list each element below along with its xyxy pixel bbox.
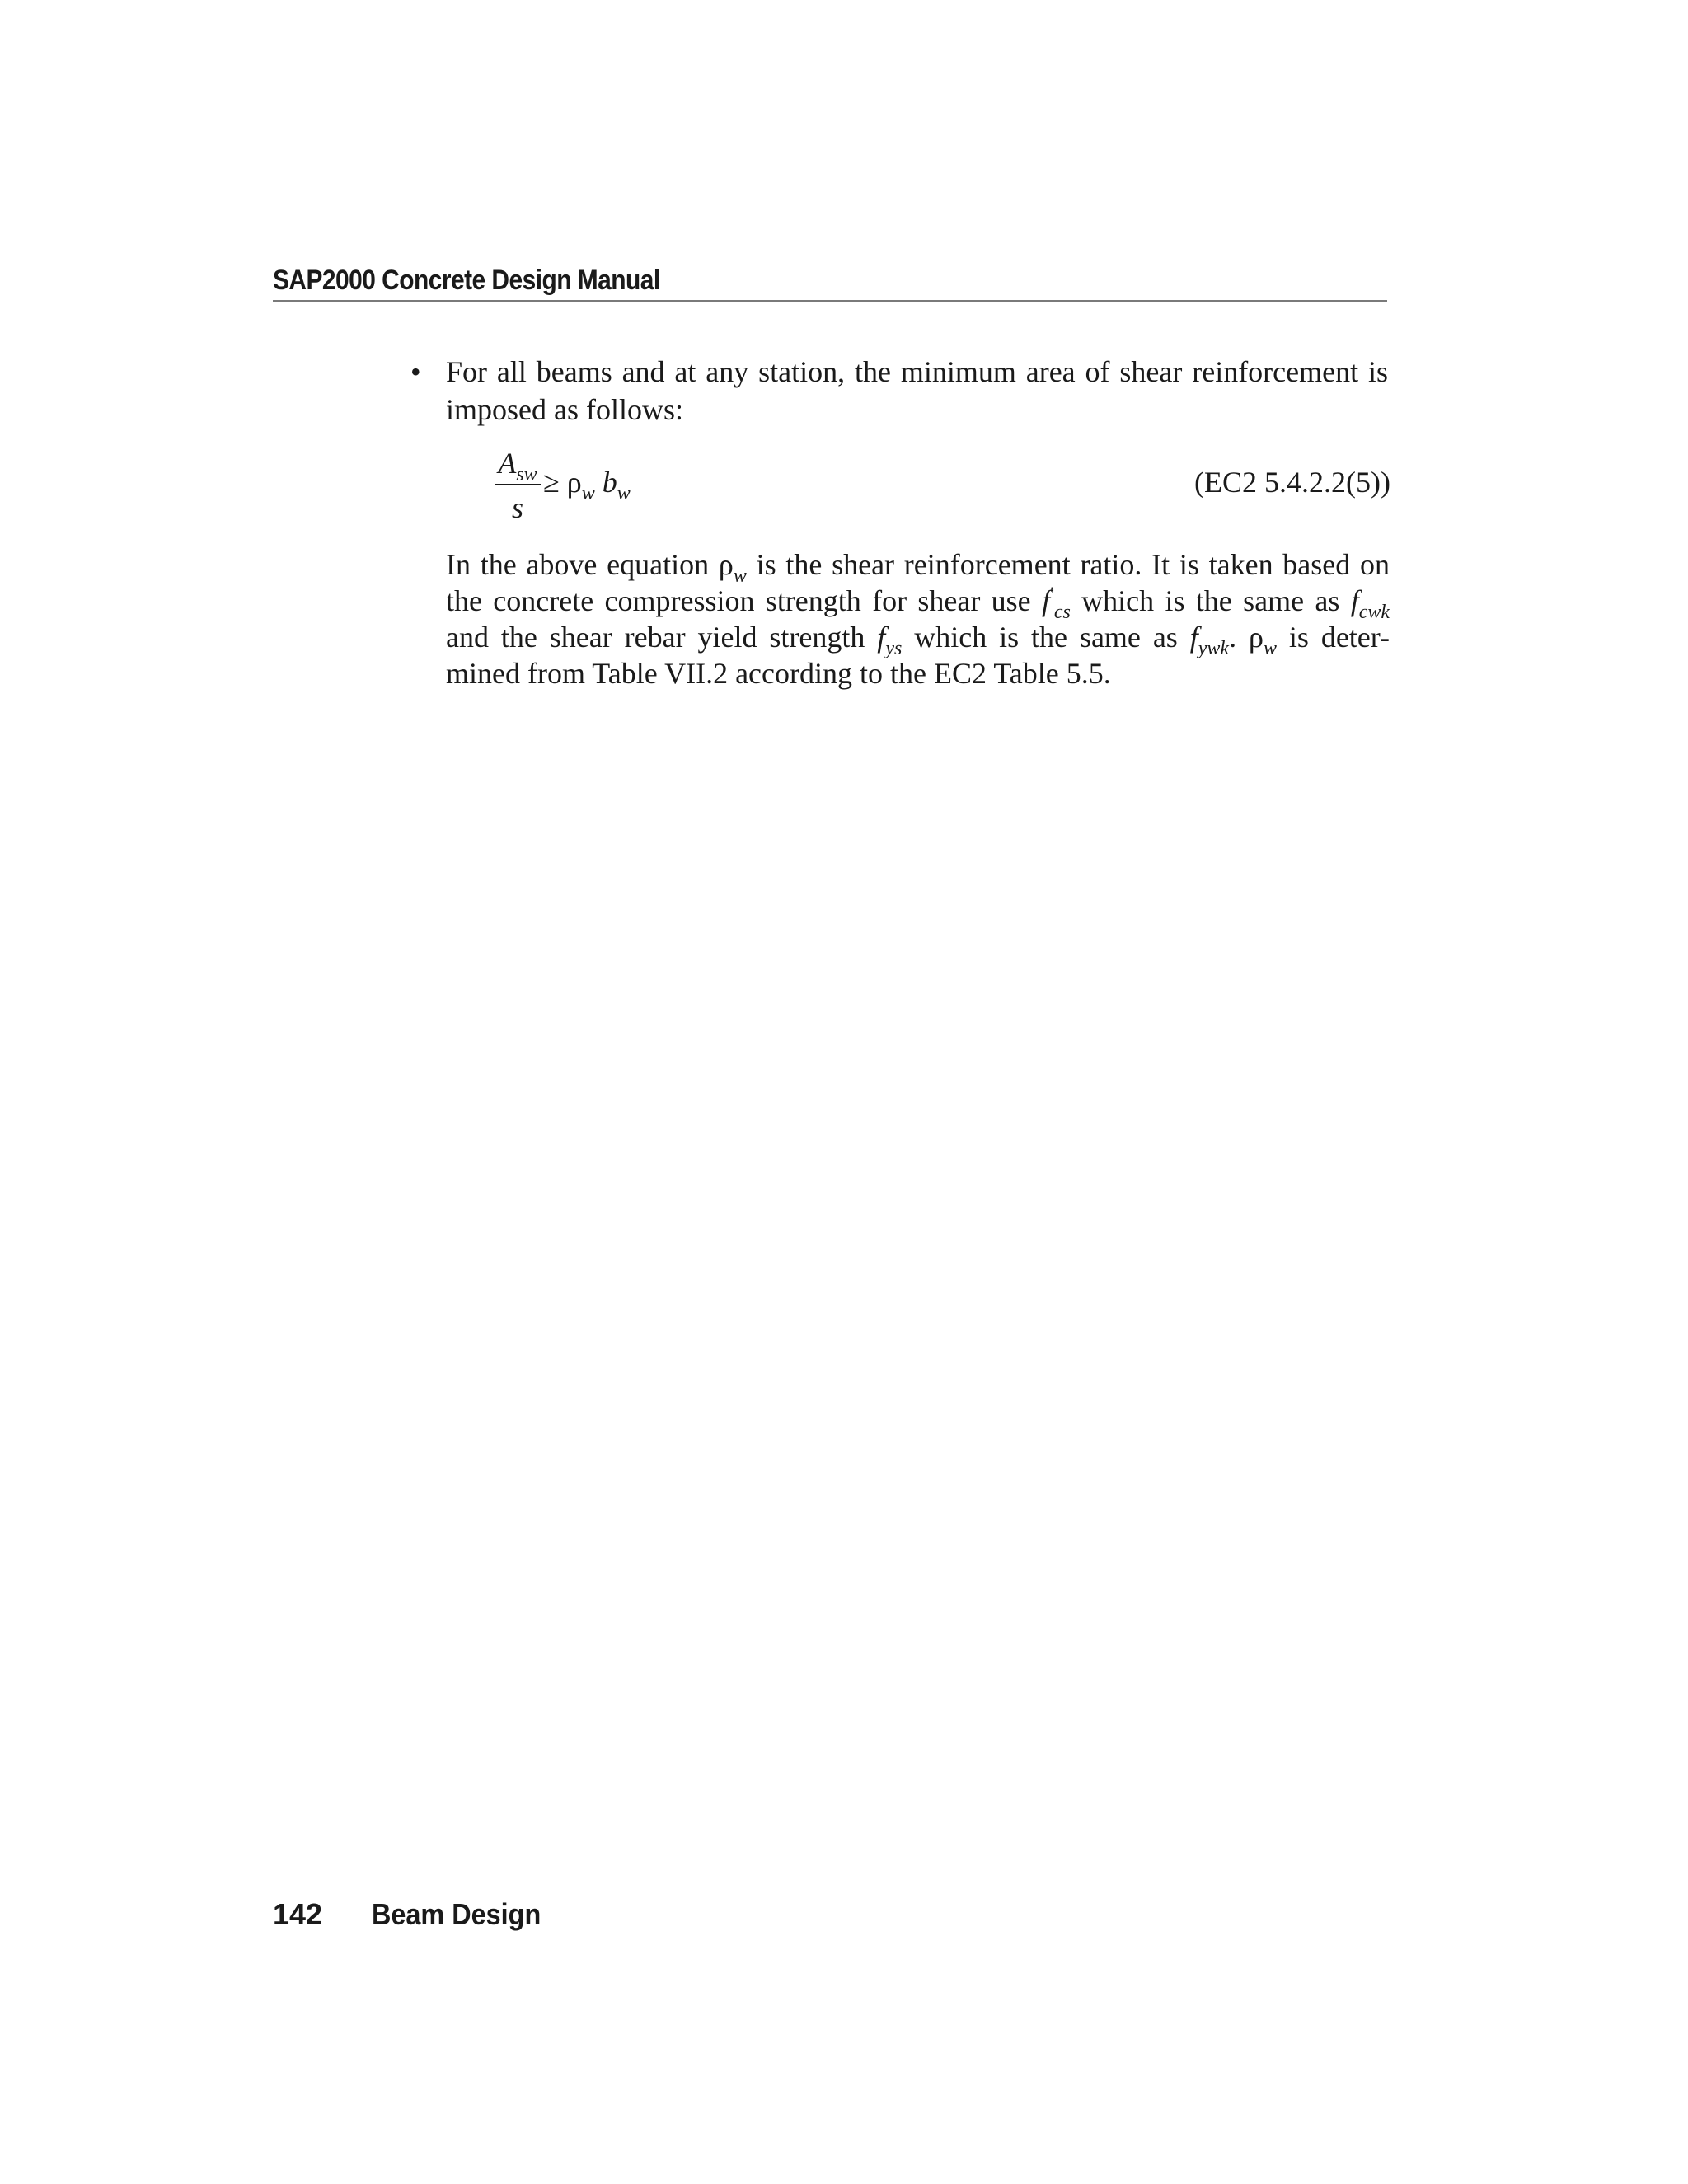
line2-prime: ′ [1050, 583, 1054, 603]
fraction-denominator: s [511, 491, 523, 524]
line2-text-b: which is the same as [1081, 584, 1340, 617]
b-subscript: w [617, 483, 631, 504]
line3-rho-subscript: w [1263, 638, 1277, 659]
paragraph-line-3 [446, 619, 1390, 659]
line1-rho: ρ [718, 548, 734, 581]
numerator-symbol: A [498, 447, 517, 480]
line3-f2: f [1189, 621, 1198, 654]
paragraph-line-2 [446, 583, 1390, 623]
line3-text-b: which is the same as [914, 621, 1178, 654]
equation-reference: (EC2 5.4.2.2(5)) [1194, 466, 1390, 499]
paragraph-line-1 [446, 546, 1390, 587]
line2-text-a: the concrete compression strength for shear use [446, 584, 1031, 617]
line1-text-b: is the shear reinforcement ratio. It is taken based on [756, 548, 1390, 581]
line2-f2: f [1350, 584, 1359, 617]
rho-subscript: w [581, 483, 595, 504]
line3-text-c: is deter- [1288, 621, 1390, 654]
fraction-numerator [495, 445, 541, 485]
line1-rho-subscript: w [733, 565, 747, 587]
equation-fraction [495, 445, 541, 526]
line1-text-a: In the above equation [446, 548, 710, 581]
rho-symbol: ρ [566, 466, 582, 499]
explanation-paragraph [446, 546, 1390, 691]
line3-period: . [1229, 621, 1237, 654]
page-number: 142 [273, 1897, 323, 1931]
section-title: Beam Design [372, 1897, 542, 1931]
line3-rho: ρ [1248, 621, 1264, 654]
bullet-text: For all beams and at any station, the minimum area of shear reinforcement is imposed as follows: [446, 355, 1388, 426]
bullet-icon: • [410, 355, 421, 388]
line2-f: f [1042, 584, 1051, 617]
numerator-subscript: sw [516, 464, 537, 485]
paragraph-line-4: mined from Table VII.2 according to the EC2 Table 5.5. [446, 657, 1111, 690]
running-header [273, 262, 1387, 302]
line3-f-subscript: ys [885, 638, 903, 659]
manual-title: SAP2000 Concrete Design Manual [273, 265, 660, 296]
line3-f2-subscript: ywk [1198, 638, 1230, 659]
line2-f2-subscript: cwk [1358, 602, 1390, 623]
line2-f-subscript: cs [1053, 602, 1071, 623]
line3-text-a: and the shear rebar yield strength [446, 621, 865, 654]
b-symbol: b [602, 466, 617, 499]
relation-symbol: ≥ [543, 466, 560, 499]
line3-f: f [877, 621, 886, 654]
equation-block [489, 445, 1390, 527]
equation-right-side [543, 463, 631, 505]
